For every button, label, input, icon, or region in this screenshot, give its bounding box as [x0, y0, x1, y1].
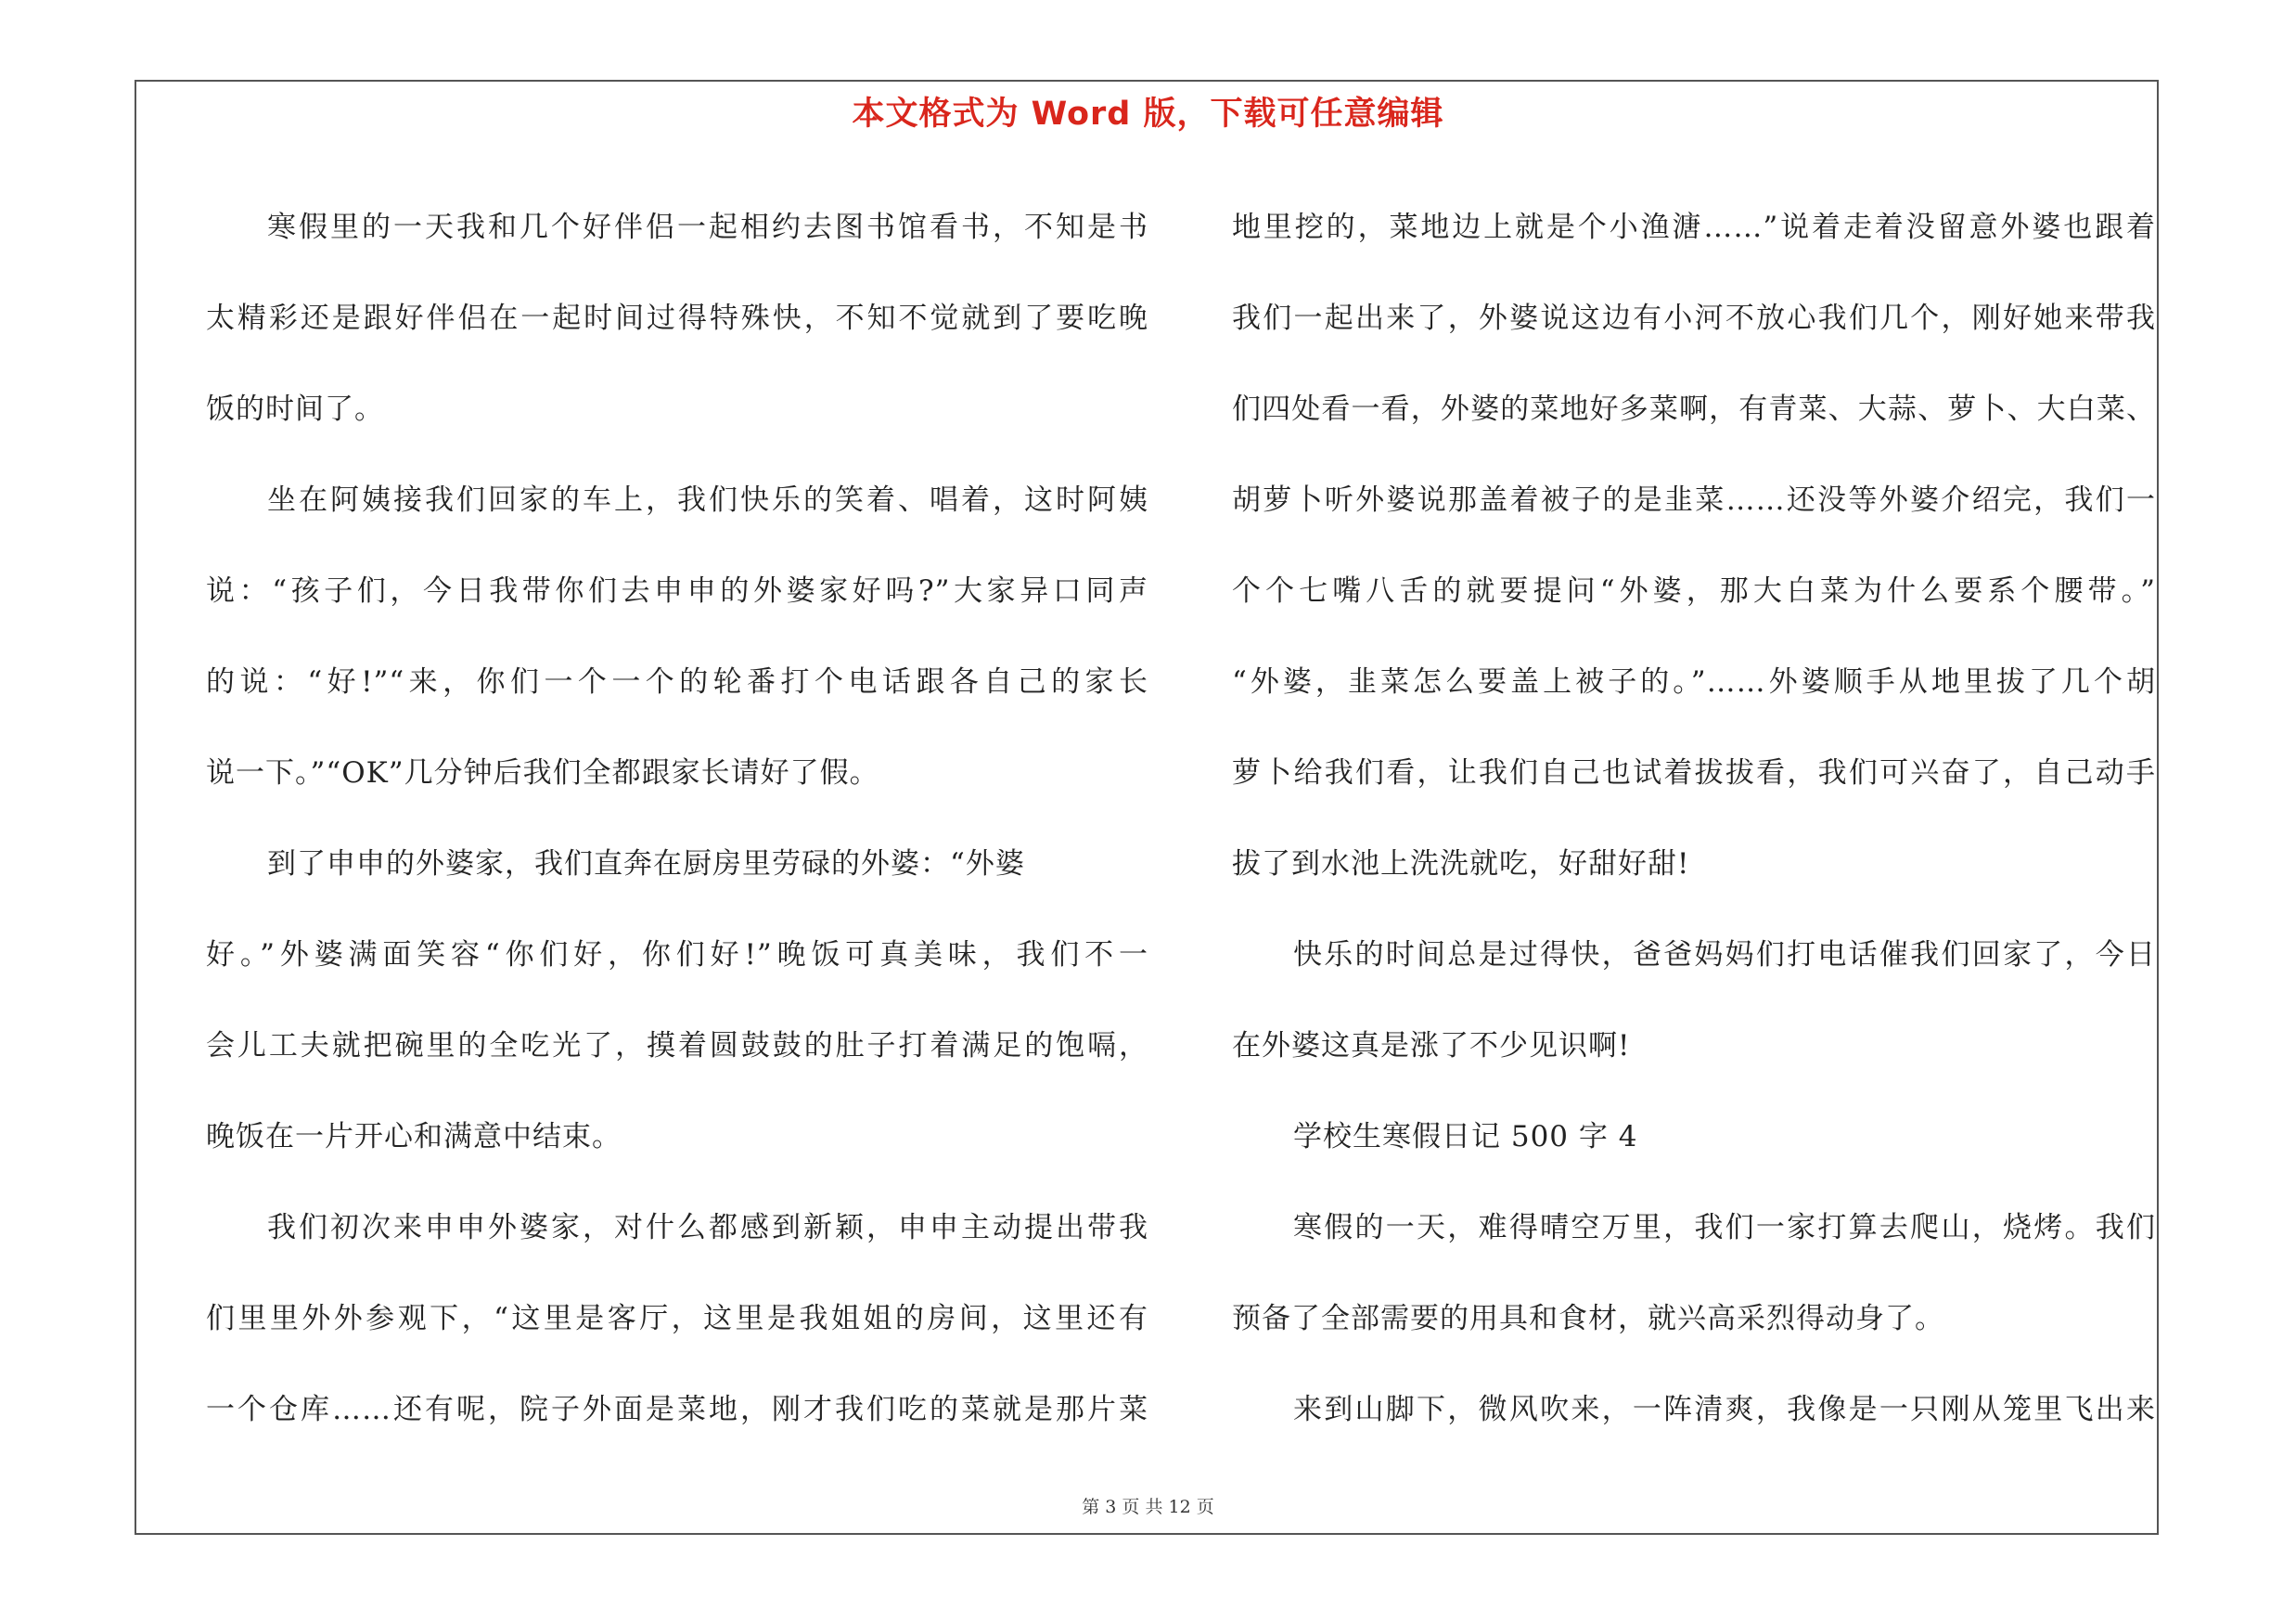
text-line: 饭的时间了。: [206, 393, 384, 426]
text-line: “外婆，韭菜怎么要盖上被子的。”……外婆顺手从地里拔了几个胡: [1232, 665, 2156, 699]
text-line: 好。”外婆满面笑容“你们好，你们好!”晚饭可真美味，我们不一: [206, 938, 1148, 972]
text-line: 坐在阿姨接我们回家的车上，我们快乐的笑着、唱着，这时阿姨: [267, 483, 1148, 517]
text-line: 到了申申的外婆家，我们直奔在厨房里劳碌的外婆：“外婆: [267, 847, 1025, 881]
text-line: 的说：“好!”“来，你们一个一个的轮番打个电话跟各自己的家长: [206, 665, 1148, 699]
page-number-footer: 第 3 页 共 12 页: [1082, 1497, 1214, 1517]
text-line: 一个仓库……还有呢，院子外面是菜地，刚才我们吃的菜就是那片菜: [206, 1393, 1148, 1426]
text-line: 太精彩还是跟好伴侣在一起时间过得特殊快，不知不觉就到了要吃晚: [206, 302, 1148, 335]
text-line: 快乐的时间总是过得快，爸爸妈妈们打电话催我们回家了，今日: [1293, 938, 2156, 972]
text-line: 胡萝卜听外婆说那盖着被子的是韭菜……还没等外婆介绍完，我们一: [1232, 483, 2156, 517]
text-line: 地里挖的，菜地边上就是个小渔溏……”说着走着没留意外婆也跟着: [1232, 211, 2156, 244]
text-line: 在外婆这真是涨了不少见识啊!: [1232, 1029, 1631, 1063]
text-line: 萝卜给我们看，让我们自己也试着拔拔看，我们可兴奋了，自己动手: [1232, 756, 2156, 790]
text-line: 来到山脚下，微风吹来，一阵清爽，我像是一只刚从笼里飞出来: [1293, 1393, 2156, 1426]
text-line: 学校生寒假日记 500 字 4: [1293, 1120, 1638, 1153]
text-line: 说：“孩子们，今日我带你们去申申的外婆家好吗?”大家异口同声: [206, 574, 1148, 608]
text-line: 我们一起出来了，外婆说这边有小河不放心我们几个，刚好她来带我: [1232, 302, 2156, 335]
text-line: 晚饭在一片开心和满意中结束。: [206, 1120, 622, 1153]
right-text-column: [1232, 182, 2156, 1455]
text-line: 个个七嘴八舌的就要提问“外婆，那大白菜为什么要系个腰带。”: [1232, 574, 2156, 608]
text-line: 我们初次来申申外婆家，对什么都感到新颖，申申主动提出带我: [267, 1211, 1148, 1244]
text-line: 们四处看一看，外婆的菜地好多菜啊，有青菜、大蒜、萝卜、大白菜、: [1232, 393, 2156, 426]
text-line: 寒假的一天，难得晴空万里，我们一家打算去爬山，烧烤。我们: [1293, 1211, 2156, 1244]
text-line: 拔了到水池上洗洗就吃，好甜好甜!: [1232, 847, 1690, 881]
text-line: 说一下。”“OK”几分钟后我们全都跟家长请好了假。: [206, 756, 879, 790]
format-banner: 本文格式为 Word 版，下载可任意编辑: [852, 96, 1444, 133]
text-line: 寒假里的一天我和几个好伴侣一起相约去图书馆看书，不知是书: [267, 211, 1148, 244]
text-line: 预备了全部需要的用具和食材，就兴高采烈得动身了。: [1232, 1302, 1944, 1335]
left-text-column: [206, 182, 1148, 1455]
text-line: 会儿工夫就把碗里的全吃光了，摸着圆鼓鼓的肚子打着满足的饱嗝，: [206, 1029, 1148, 1063]
text-line: 们里里外外参观下，“这里是客厅，这里是我姐姐的房间，这里还有: [206, 1302, 1148, 1335]
